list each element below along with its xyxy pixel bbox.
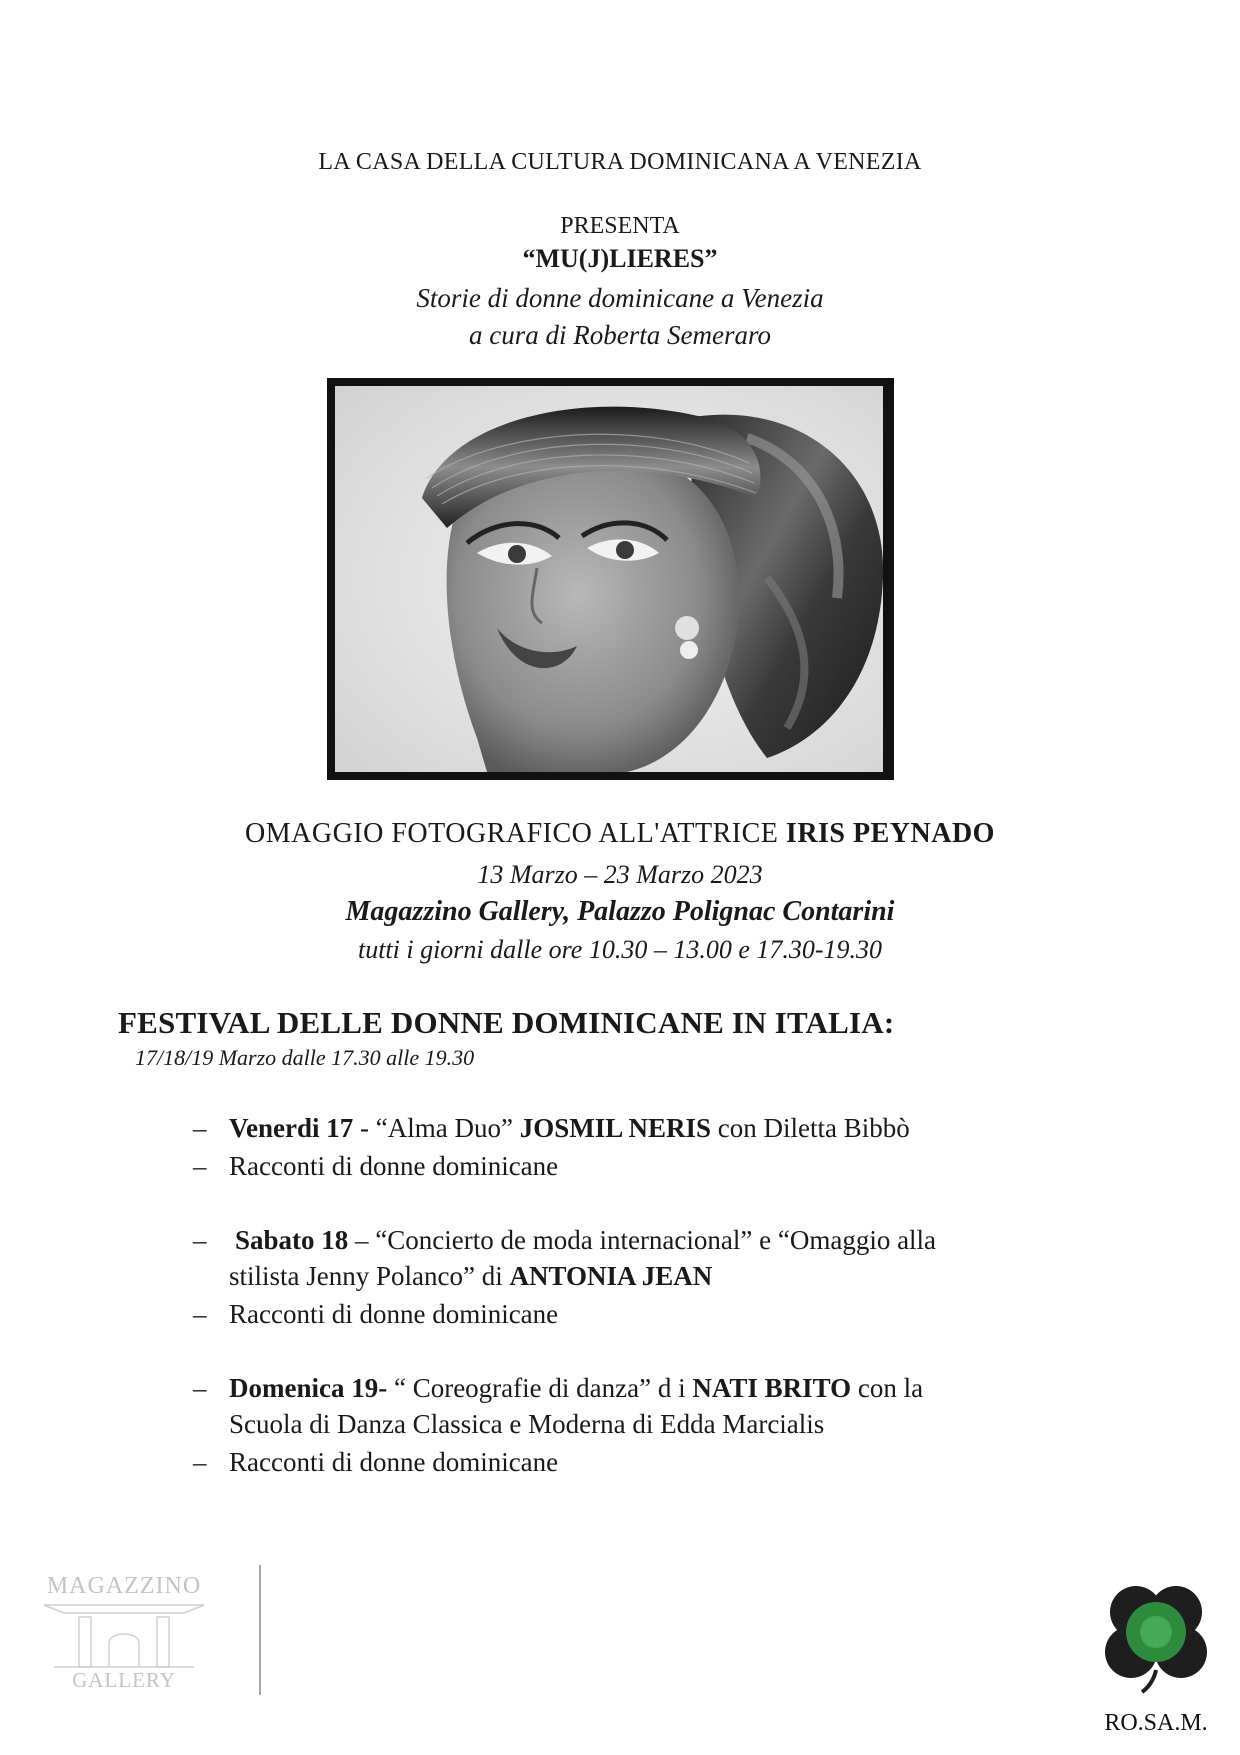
domenica-day: Domenica 19-: [229, 1373, 388, 1403]
racconti-text: Racconti di donne dominicane: [229, 1447, 559, 1477]
list-dash: –: [193, 1299, 207, 1329]
festival-dates: 17/18/19 Marzo dalle 17.30 alle 19.30: [135, 1045, 475, 1070]
venerdi-text: [229, 1110, 1113, 1146]
exhibition-venue: Magazzino Gallery, Palazzo Polignac Contarini: [345, 896, 895, 927]
venerdi-rest: con Diletta Bibbò: [711, 1113, 910, 1143]
curator-line: a cura di Roberta Semeraro: [469, 320, 771, 350]
venerdi-quote: “Alma Duo”: [375, 1113, 520, 1143]
clover-icon: [1105, 1586, 1207, 1692]
exhibition-dates: 13 Marzo – 23 Marzo 2023: [477, 860, 763, 889]
event-title: “MU(J)LIERES”: [522, 244, 718, 273]
list-dash: –: [193, 1225, 207, 1255]
domenica-artist: NATI BRITO: [692, 1373, 852, 1403]
list-dash: –: [193, 1113, 207, 1143]
venerdi-artist: JOSMIL NERIS: [519, 1113, 712, 1143]
sabato-day: Sabato 18: [235, 1225, 349, 1255]
sabato-line1: [235, 1222, 1113, 1258]
actress-name: IRIS PEYNADO: [785, 818, 995, 849]
domenica-line2: Scuola di Danza Classica e Moderna di Edda Marcialis: [229, 1409, 825, 1439]
festival-title: FESTIVAL DELLE DONNE DOMINICANE IN ITALIA:: [118, 1005, 895, 1040]
omaggio-line: [0, 818, 1240, 850]
racconti-text: Racconti di donne dominicane: [229, 1299, 559, 1329]
omaggio-prefix: OMAGGIO FOTOGRAFICO ALL'ATTRICE: [245, 818, 779, 849]
list-dash: –: [193, 1447, 207, 1477]
logo-magazzino-text: MAGAZZINO: [46, 1573, 202, 1599]
domenica-rest: con la: [851, 1373, 924, 1403]
magazzino-gallery-logo: [34, 1565, 264, 1695]
sabato-artist: ANTONIA JEAN: [509, 1261, 713, 1291]
logo-rosam-text: RO.SA.M.: [1104, 1710, 1208, 1736]
event-subtitle: Storie di donne dominicane a Venezia: [416, 283, 824, 313]
racconti-text: Racconti di donne dominicane: [229, 1151, 559, 1181]
list-dash: –: [193, 1151, 207, 1181]
domenica-mid: “ Coreografie di danza” d i: [387, 1373, 693, 1403]
portrait-photo: [327, 378, 894, 780]
organizer-heading: LA CASA DELLA CULTURA DOMINICANA A VENEZIA: [318, 149, 922, 175]
venerdi-sep: -: [353, 1113, 376, 1143]
logo-gallery-text: GALLERY: [72, 1668, 176, 1692]
sabato-line2-text: stilista Jenny Polanco” di: [229, 1261, 510, 1291]
domenica-line1: [229, 1370, 1113, 1406]
rosam-logo: [1086, 1570, 1226, 1740]
list-dash: –: [193, 1373, 207, 1403]
sabato-rest1: – “Concierto de moda internacional” e “Omaggio alla: [348, 1225, 937, 1255]
sabato-line2: [229, 1258, 1113, 1294]
presenta-label: PRESENTA: [560, 213, 680, 239]
venerdi-day: Venerdi 17: [229, 1113, 354, 1143]
exhibition-hours: tutti i giorni dalle ore 10.30 – 13.00 e 17.30-19.30: [357, 935, 883, 964]
